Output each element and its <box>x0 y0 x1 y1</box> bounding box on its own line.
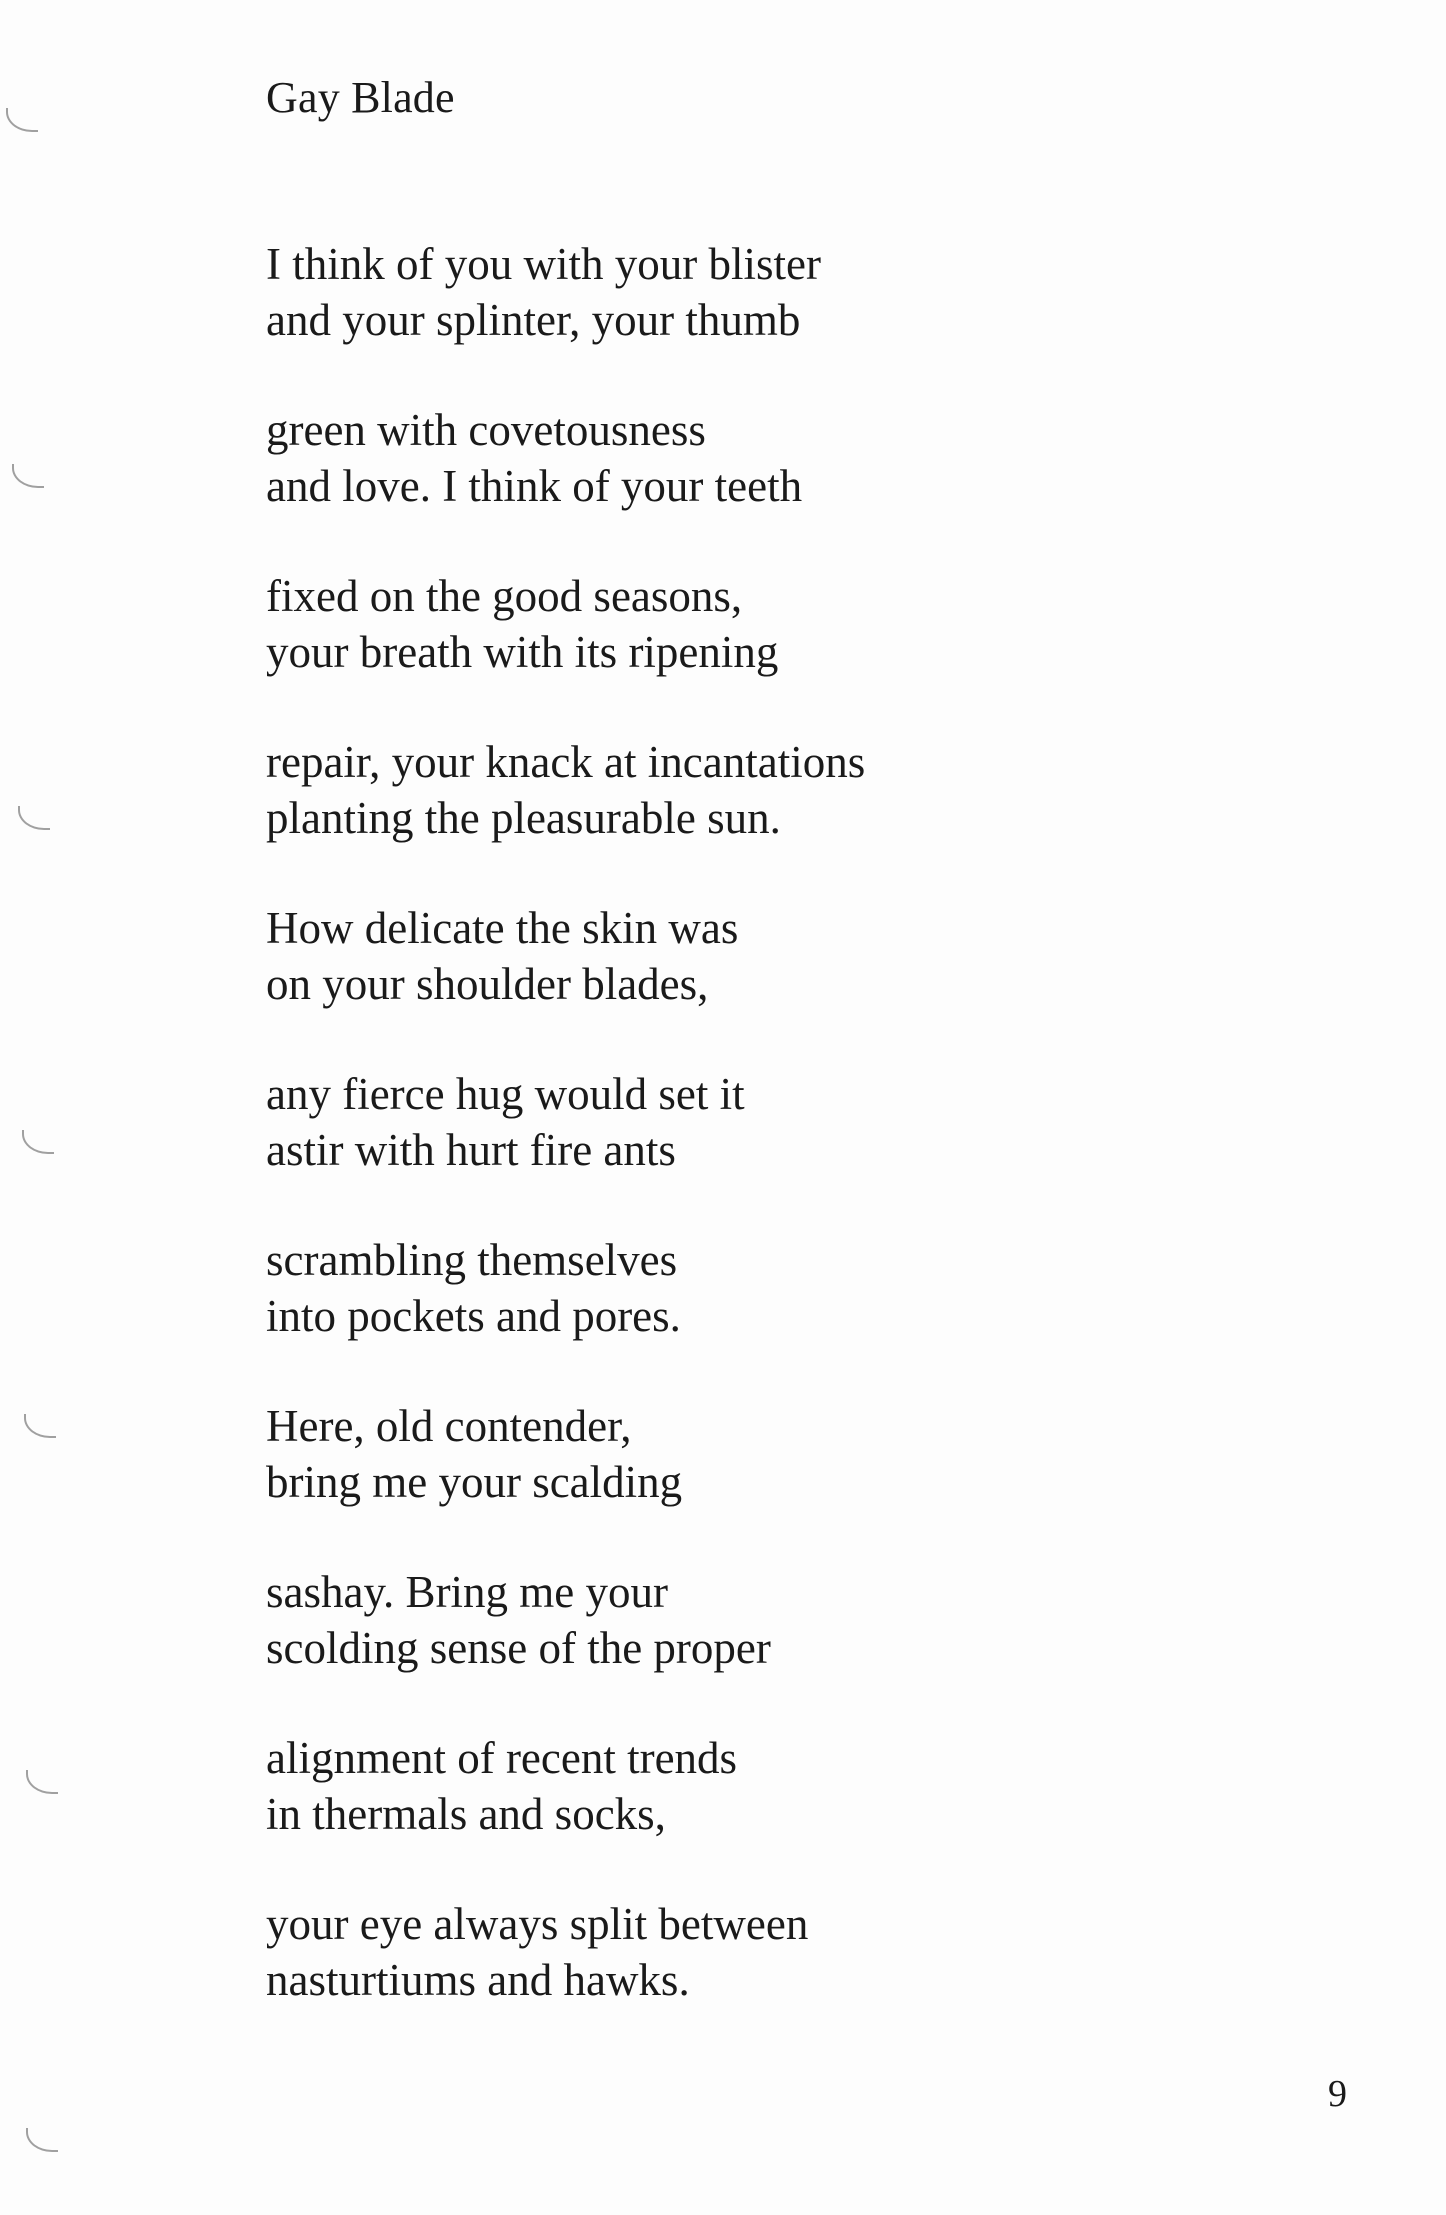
poem-line: How delicate the skin was <box>266 903 739 953</box>
punch-hole-mark <box>26 1770 58 1794</box>
poem-line: astir with hurt fire ants <box>266 1125 676 1175</box>
stanza <box>266 1232 1266 1344</box>
poem-line: sashay. Bring me your <box>266 1567 669 1617</box>
stanza <box>266 1730 1266 1842</box>
poem-line: planting the pleasurable sun. <box>266 793 781 843</box>
punch-hole-mark <box>6 108 38 132</box>
poem-line: in thermals and socks, <box>266 1789 666 1839</box>
poem-line: green with covetousness <box>266 405 706 455</box>
punch-hole-mark <box>26 2128 58 2152</box>
page-number: 9 <box>1328 2073 1347 2115</box>
poem-line: I think of you with your blister <box>266 239 821 289</box>
stanza <box>266 1066 1266 1178</box>
poem-line: alignment of recent trends <box>266 1733 738 1783</box>
poem-line: into pockets and pores. <box>266 1291 681 1341</box>
poem-body <box>266 236 1266 2062</box>
stanza <box>266 1398 1266 1510</box>
poem-line: bring me your scalding <box>266 1457 683 1507</box>
punch-hole-mark <box>24 1414 56 1438</box>
stanza <box>266 734 1266 846</box>
punch-hole-mark <box>22 1130 54 1154</box>
stanza <box>266 1564 1266 1676</box>
poem-line: and love. I think of your teeth <box>266 461 803 511</box>
poem-line: your breath with its ripening <box>266 627 779 677</box>
punch-hole-mark <box>12 464 44 488</box>
poem-line: Here, old contender, <box>266 1401 632 1451</box>
stanza <box>266 1896 1266 2008</box>
poem-line: repair, your knack at incantations <box>266 737 866 787</box>
stanza <box>266 568 1266 680</box>
poem-line: nasturtiums and hawks. <box>266 1955 690 2005</box>
poem-line: scolding sense of the proper <box>266 1623 771 1673</box>
stanza <box>266 402 1266 514</box>
poem-title: Gay Blade <box>266 73 455 122</box>
poem-line: fixed on the good seasons, <box>266 571 743 621</box>
poem-line: scrambling themselves <box>266 1235 678 1285</box>
punch-hole-mark <box>18 806 50 830</box>
poem-line: your eye always split between <box>266 1899 809 1949</box>
stanza <box>266 236 1266 348</box>
stanza <box>266 900 1266 1012</box>
poem-line: any fierce hug would set it <box>266 1069 745 1119</box>
poem-line: and your splinter, your thumb <box>266 295 801 345</box>
poem-line: on your shoulder blades, <box>266 959 709 1009</box>
